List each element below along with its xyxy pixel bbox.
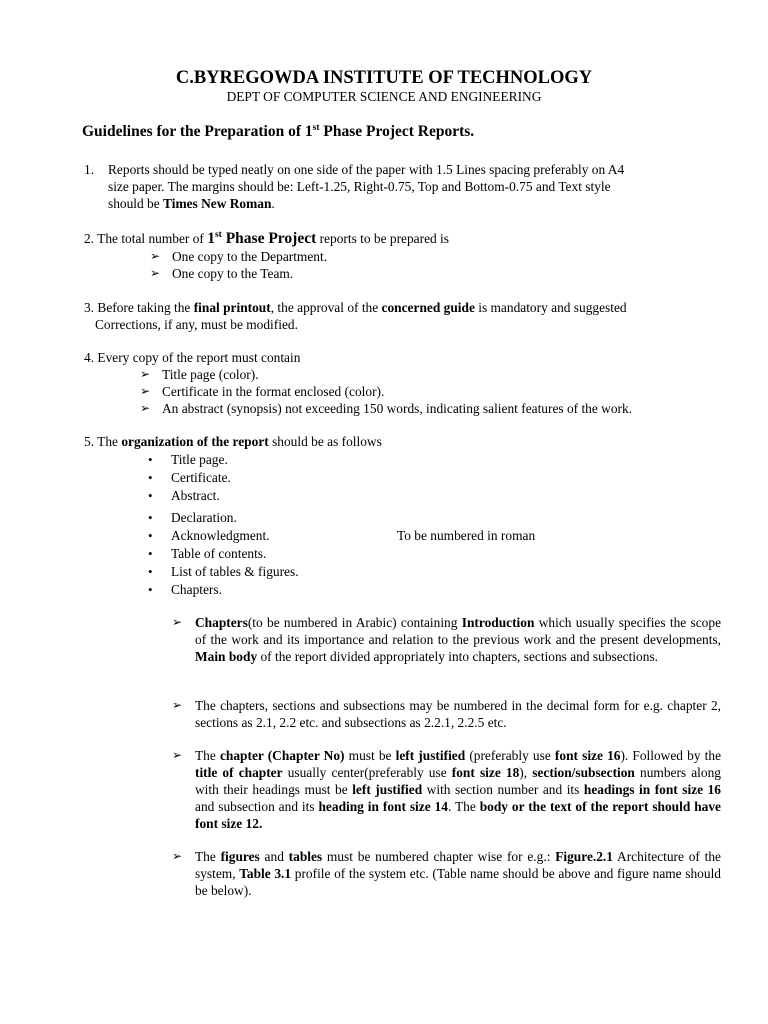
heading-text-end: Phase Project Reports. bbox=[319, 123, 475, 140]
arrow-bullet-icon: ➢ bbox=[140, 384, 151, 398]
list-item: • Acknowledgment. bbox=[148, 528, 270, 543]
chapter-note-1-text: Chapters(to be numbered in Arabic) containing Introduction which usually specifies the scope of the work and its importance and relation to the previous work and the present developments, Main body of the report divided appropriately into chapters, sections and subsections. bbox=[195, 615, 722, 664]
chapter-note-2-text: The chapters, sections and subsections may be numbered in the decimal form for e.g. chapter 2, sections as 2.1, 2.2 etc. and subsections as 2.2.1, 2.2.5 etc. bbox=[195, 698, 721, 730]
item-2-text: 2. The total number of bbox=[84, 231, 208, 246]
heading-text: Guidelines for the Preparation of 1 bbox=[82, 123, 313, 140]
bullet-icon: • bbox=[148, 470, 153, 485]
bullet-icon: • bbox=[148, 582, 153, 597]
item-2-phase-label: 1st Phase Project bbox=[207, 229, 317, 247]
item-1-line-1: Reports should be typed neatly on one side of the paper with 1.5 Lines spacing preferably on A4 bbox=[108, 162, 625, 177]
bullet-icon: • bbox=[148, 546, 153, 561]
arrow-bullet-icon: ➢ bbox=[172, 698, 183, 712]
arrow-bullet-icon: ➢ bbox=[172, 748, 183, 762]
item-1-number: 1. bbox=[84, 162, 95, 177]
arrow-bullet-icon: ➢ bbox=[150, 266, 161, 280]
item-4-sub-3: ➢ An abstract (synopsis) not exceeding 150 words, indicating salient features of the work. bbox=[140, 401, 633, 416]
heading-sup: st bbox=[312, 122, 320, 133]
item-5: 5. The organization of the report should be as follows bbox=[84, 434, 382, 449]
institute-title: C.BYREGOWDA INSTITUTE OF TECHNOLOGY bbox=[175, 68, 593, 88]
department-subtitle: DEPT OF COMPUTER SCIENCE AND ENGINEERING bbox=[226, 89, 542, 104]
item-2-sub-2: ➢ One copy to the Team. bbox=[150, 266, 294, 281]
list-item: • Declaration. bbox=[148, 510, 237, 525]
list-item: • Chapters. bbox=[148, 582, 222, 597]
roman-numbering-note: To be numbered in roman bbox=[397, 528, 536, 543]
arrow-bullet-icon: ➢ bbox=[172, 615, 183, 629]
item-1-line-2: size paper. The margins should be: Left-1.25, Right-0.75, Top and Bottom-0.75 and Text style bbox=[108, 179, 611, 194]
guidelines-heading bbox=[82, 122, 474, 142]
item-3-line-2: Corrections, if any, must be modified. bbox=[95, 317, 298, 332]
arrow-bullet-icon: ➢ bbox=[172, 849, 183, 863]
item-3 bbox=[84, 299, 627, 333]
list-item: • Title page. bbox=[148, 452, 228, 467]
bullet-icon: • bbox=[148, 510, 153, 525]
chapter-note-3-text: The chapter (Chapter No) must be left justified (preferably use font size 16). Followed by the title of chapter usually center(preferably use font size 18), section/subsection numbers along with their headings must be left justified with section number and its headings in font size 16 and subsection and its heading in font size 14. The body or the text of the report should have font size 12. bbox=[195, 748, 722, 831]
chapter-note-4-text: The figures and tables must be numbered chapter wise for e.g.: Figure.2.1 Architecture of the system, Table 3.1 profile of the system etc. (Table name should be above and figure name should be below). bbox=[195, 849, 721, 898]
bullet-icon: • bbox=[148, 452, 153, 467]
item-1-line-3: should be Times New Roman. bbox=[108, 196, 275, 211]
list-item: • Table of contents. bbox=[148, 546, 267, 561]
list-item: • Abstract. bbox=[148, 488, 220, 503]
item-2-sub-1: ➢ One copy to the Department. bbox=[150, 249, 328, 264]
item-4: 4. Every copy of the report must contain bbox=[84, 350, 301, 365]
item-2 bbox=[84, 230, 449, 247]
arrow-bullet-icon: ➢ bbox=[140, 401, 151, 415]
item-4-sub-1: ➢ Title page (color). bbox=[140, 367, 259, 382]
item-3-line-1: 3. Before taking the final printout, the approval of the concerned guide is mandatory and suggested bbox=[84, 300, 627, 315]
arrow-bullet-icon: ➢ bbox=[140, 367, 151, 381]
arrow-bullet-icon: ➢ bbox=[150, 249, 161, 263]
bullet-icon: • bbox=[148, 488, 153, 503]
item-4-sub-2: ➢ Certificate in the format enclosed (color). bbox=[140, 384, 385, 399]
bullet-icon: • bbox=[148, 564, 153, 579]
bullet-icon: • bbox=[148, 528, 153, 543]
list-item: • Certificate. bbox=[148, 470, 231, 485]
item-2-text-end: reports to be prepared is bbox=[316, 231, 449, 246]
list-item: • List of tables & figures. bbox=[148, 564, 299, 579]
